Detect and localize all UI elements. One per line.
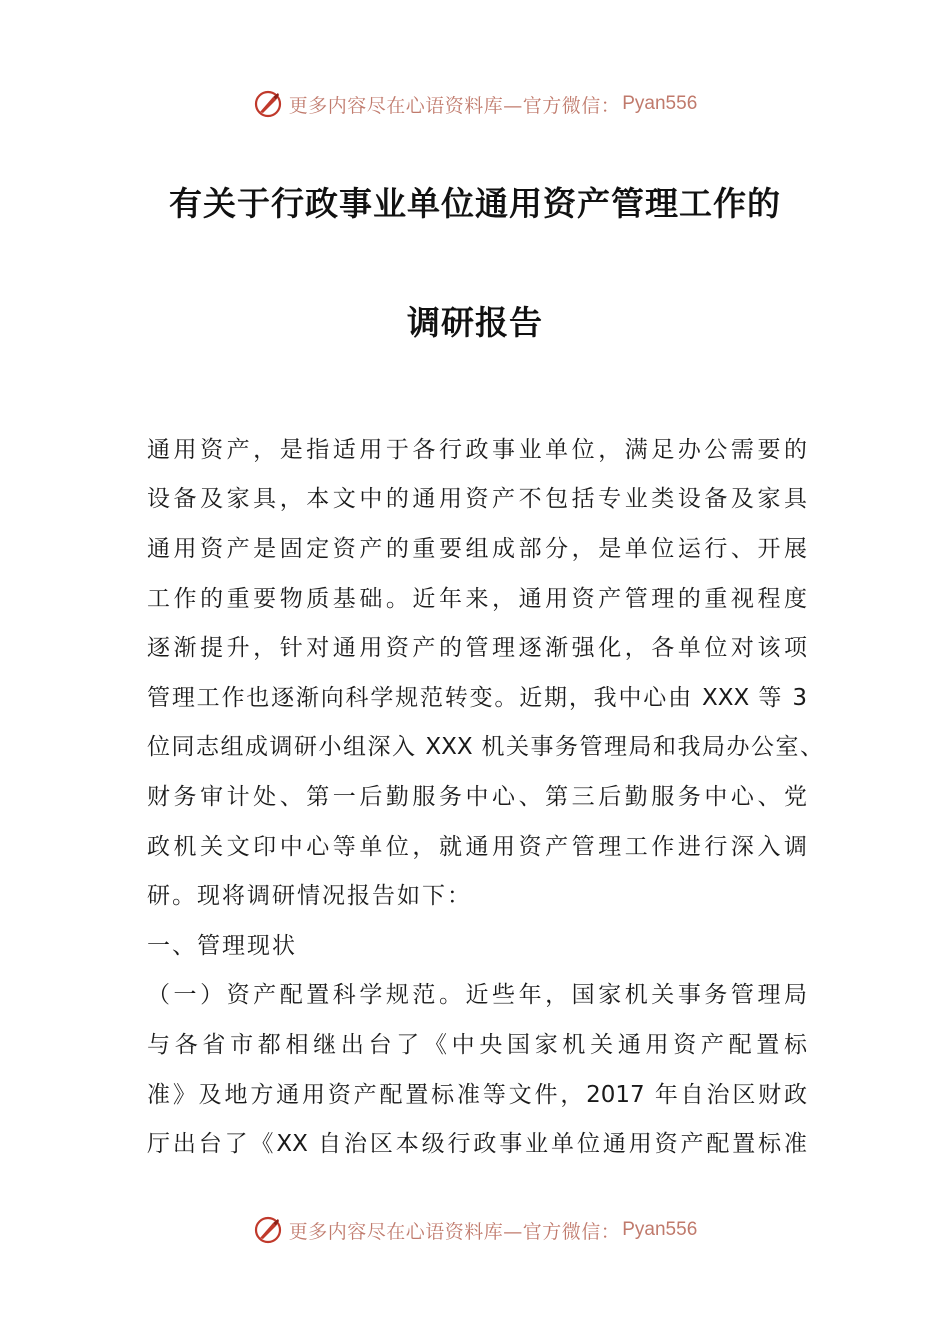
- watermark-text: 更多内容尽在心语资料库—官方微信：: [288, 94, 621, 117]
- body-line: 工作的重要物质基础。近年来，通用资产管理的重视程度: [147, 586, 807, 612]
- body-line: （一）资产配置科学规范。近些年，国家机关事务管理局: [147, 982, 807, 1008]
- body-line: 与各省市都相继出台了《中央国家机关通用资产配置标: [147, 1032, 807, 1058]
- body-line: 研。现将调研情况报告如下：: [147, 883, 472, 909]
- body-line: 通用资产，是指适用于各行政事业单位，满足办公需要的: [147, 437, 807, 463]
- footer-watermark: [0, 1210, 950, 1250]
- body-line: 政机关文印中心等单位，就通用资产管理工作进行深入调: [147, 834, 807, 860]
- body-line: 设备及家具，本文中的通用资产不包括专业类设备及家具: [147, 486, 807, 512]
- watermark-wechat-id: Pyan556: [622, 93, 698, 114]
- document-title-line-1: 有关于行政事业单位通用资产管理工作的: [169, 184, 781, 223]
- quill-logo-icon: [253, 89, 283, 119]
- body-line: 准》及地方通用资产配置标准等文件，2017 年自治区财政: [147, 1082, 807, 1108]
- quill-logo-icon: [253, 1215, 283, 1245]
- body-line: 通用资产是固定资产的重要组成部分，是单位运行、开展: [147, 536, 807, 562]
- section-heading: 一、管理现状: [147, 933, 297, 959]
- document-title-line-2: 调研报告: [407, 303, 543, 342]
- header-watermark: [0, 84, 950, 124]
- watermark-wechat-id: Pyan556: [622, 1219, 698, 1240]
- body-line: 位同志组成调研小组深入 XXX 机关事务管理局和我局办公室、: [147, 734, 823, 760]
- body-line: 管理工作也逐渐向科学规范转变。近期，我中心由 XXX 等 3: [147, 685, 807, 711]
- watermark-text: 更多内容尽在心语资料库—官方微信：: [288, 1220, 621, 1243]
- body-line: 财务审计处、第一后勤服务中心、第三后勤服务中心、党: [147, 784, 807, 810]
- body-line: 厅出台了《XX 自治区本级行政事业单位通用资产配置标准: [147, 1131, 807, 1157]
- body-line: 逐渐提升，针对通用资产的管理逐渐强化，各单位对该项: [147, 635, 807, 661]
